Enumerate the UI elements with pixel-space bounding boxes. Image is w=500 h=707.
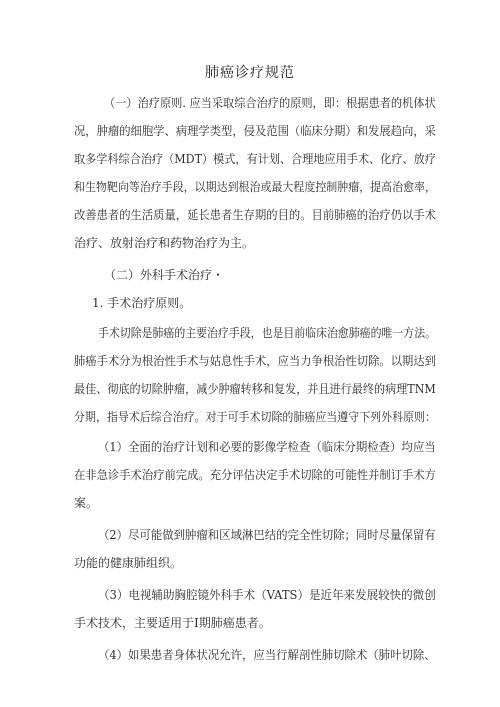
paragraph-line: 取多学科综合治疗（MDT）模式，有计划、合理地应用手术、化疗、放疗 xyxy=(74,152,436,166)
list-item-line: （1）全面的治疗计划和必要的影像学检查（临床分期检查）均应当 xyxy=(98,440,436,454)
paragraph-line: 手术技术，主要适用于I期肺癌患者。 xyxy=(74,616,271,630)
paragraph-line: 功能的健康肺组织。 xyxy=(74,556,183,570)
section-heading: （二）外科手术治疗・ xyxy=(104,268,225,282)
paragraph-line: 分期，指导术后综合治疗。对于可手术切除的肺癌应当遵守下列外科原则： xyxy=(74,410,436,424)
list-item-line: （4）如果患者身体状况允许，应当行解剖性肺切除术（肺叶切除、 xyxy=(98,648,436,662)
paragraph-line: 肺癌手术分为根治性手术与姑息性手术，应当力争根治性切除。以期达到 xyxy=(74,354,437,368)
paragraph-line: 手术切除是肺癌的主要治疗手段，也是目前临床治愈肺癌的唯一方法。 xyxy=(98,326,437,340)
paragraph-line: 案。 xyxy=(74,496,99,510)
paragraph-line: （一）治疗原则. 应当采取综合治疗的原则，即：根据患者的机体状 xyxy=(104,96,436,110)
list-item-line: （2）尽可能做到肿瘤和区域淋巴结的完全性切除；同时尽量保留有 xyxy=(98,528,436,542)
paragraph-line: 况，肿瘤的细胞学、病理学类型，侵及范围（临床分期）和发展趋向，采 xyxy=(74,124,437,138)
paragraph-line: 在非急诊手术治疗前完成。充分评估决定手术切除的可能性并制订手术方 xyxy=(74,468,437,482)
subsection-heading: 1. 手术治疗原则。 xyxy=(92,296,192,310)
paragraph-line: 最佳、彻底的切除肿瘤，减少肿瘤转移和复发，并且进行最终的病理TNM xyxy=(74,382,436,396)
document-title: 肺癌诊疗规范 xyxy=(205,65,295,81)
paragraph-line: 治疗、放射治疗和药物治疗为主。 xyxy=(74,236,255,250)
paragraph-line: 改善患者的生活质量，延长患者生存期的目的。目前肺癌的治疗仍以手术 xyxy=(74,208,437,222)
paragraph-line: 和生物靶向等治疗手段，以期达到根治或最大程度控制肿瘤，提高治愈率， xyxy=(74,180,436,194)
list-item-line: （3）电视辅助胸腔镜外科手术（VATS）是近年来发展较快的微创 xyxy=(98,588,436,602)
